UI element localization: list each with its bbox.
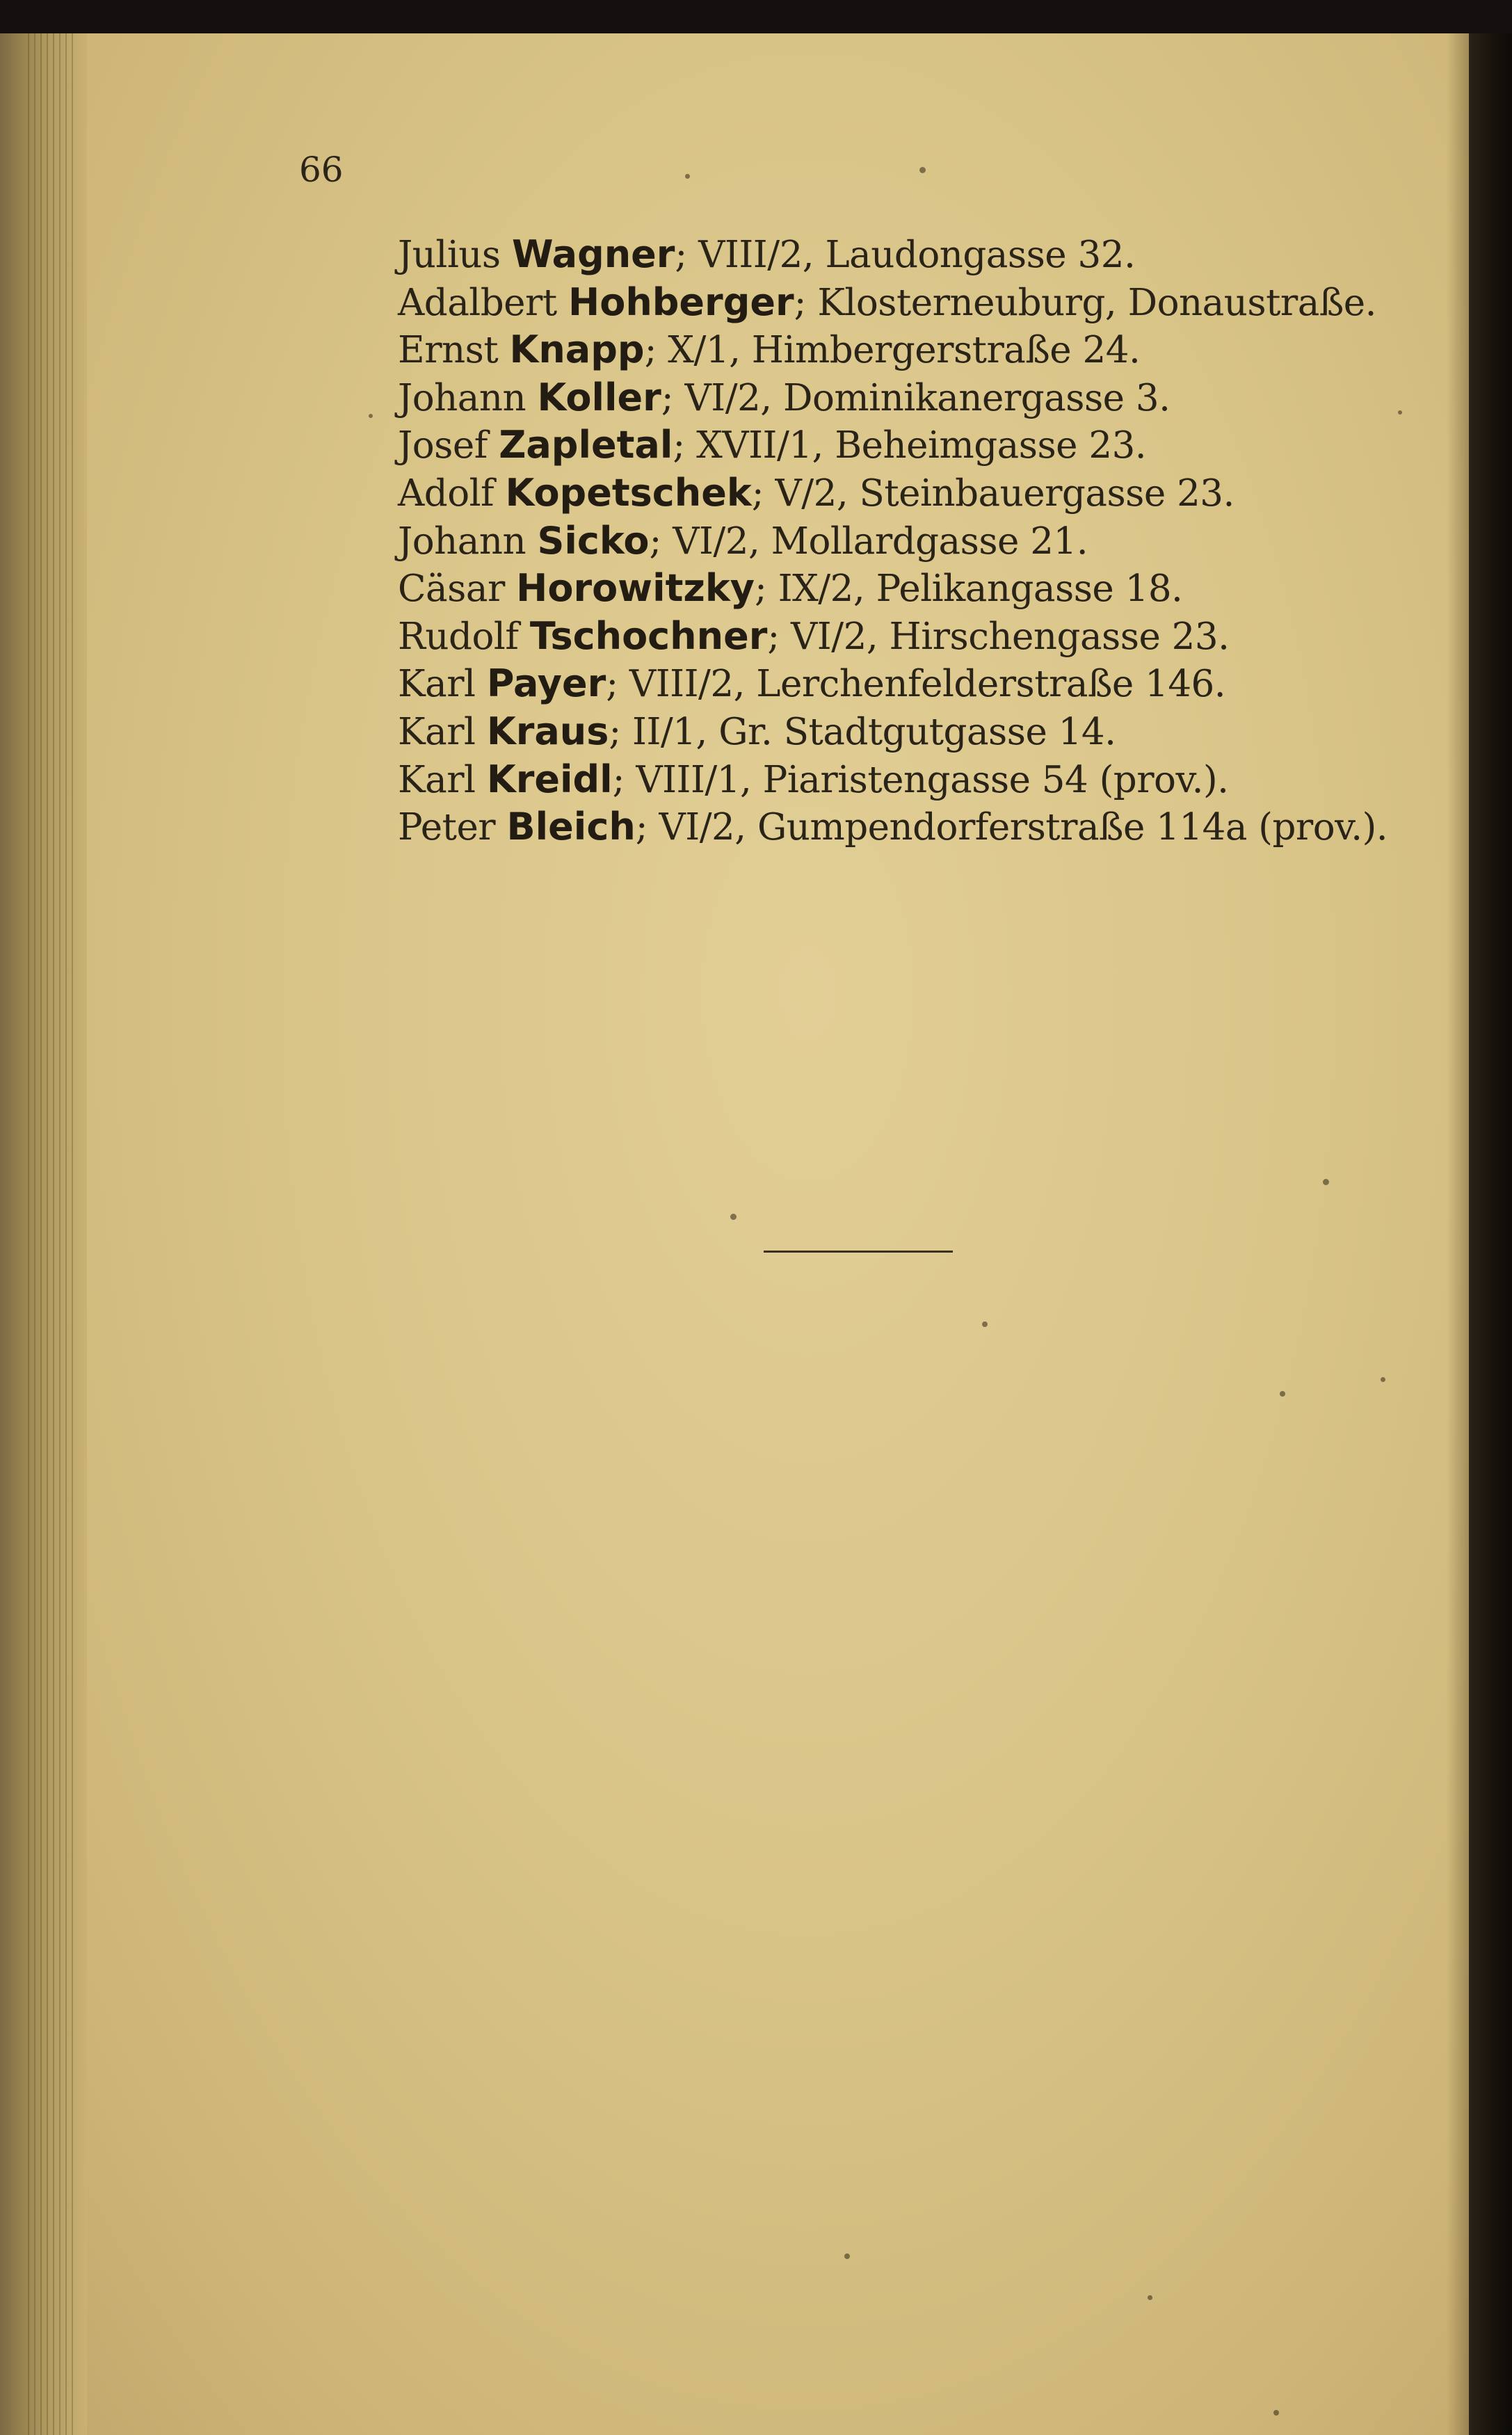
paper-speck	[685, 174, 690, 179]
address: ; VI/2, Dominikanergasse 3.	[661, 376, 1171, 419]
address: ; IX/2, Pelikangasse 18.	[754, 568, 1183, 611]
list-entry	[398, 756, 1427, 804]
address: ; XVII/1, Beheimgasse 23.	[673, 424, 1147, 467]
address: ; VIII/2, Laudongasse 32.	[675, 234, 1136, 276]
surname: Payer	[486, 661, 606, 706]
address: ; Klosterneuburg, Donaustraße.	[794, 281, 1376, 324]
list-entry	[398, 469, 1427, 517]
address: ; X/1, Himbergerstraße 24.	[644, 329, 1141, 372]
paper-speck	[919, 167, 926, 173]
surname: Zapletal	[499, 423, 673, 467]
surname: Knapp	[509, 328, 645, 372]
surname: Horowitzky	[516, 566, 755, 611]
surname: Sicko	[537, 518, 650, 563]
list-entry	[398, 708, 1427, 756]
surname: Kreidl	[486, 757, 613, 801]
list-entry	[398, 374, 1427, 422]
surname: Kopetschek	[505, 470, 752, 515]
first-name: Ernst	[398, 329, 499, 372]
first-name: Josef	[398, 424, 488, 467]
right-page-shadow	[1447, 33, 1472, 2435]
first-name: Julius	[398, 234, 501, 276]
paper-speck	[982, 1321, 988, 1327]
first-name: Adolf	[398, 472, 494, 515]
page-edge-stack	[28, 33, 77, 2435]
list-entry	[398, 326, 1427, 374]
list-entry	[398, 803, 1427, 851]
surname: Tschochner	[529, 613, 768, 658]
first-name: Peter	[398, 806, 496, 849]
address: ; VI/2, Mollardgasse 21.	[649, 520, 1088, 563]
address: ; VIII/1, Piaristengasse 54 (prov.).	[612, 758, 1229, 801]
surname: Hohberger	[568, 280, 794, 324]
paper-speck	[730, 1214, 737, 1220]
paper-speck	[1273, 2410, 1279, 2416]
end-rule	[764, 1251, 953, 1253]
address: ; V/2, Steinbauergasse 23.	[751, 472, 1234, 515]
surname: Kraus	[486, 709, 609, 753]
paper-speck	[1381, 1377, 1385, 1382]
list-entry	[398, 421, 1427, 469]
first-name: Karl	[398, 758, 476, 801]
first-name: Karl	[398, 663, 476, 706]
address: ; VI/2, Hirschengasse 23.	[767, 615, 1230, 658]
paper-speck	[1280, 1391, 1285, 1397]
paper-speck	[844, 2253, 850, 2259]
list-entry	[398, 231, 1427, 279]
first-name: Johann	[398, 520, 526, 563]
surname: Wagner	[511, 232, 675, 276]
first-name: Rudolf	[398, 615, 519, 658]
paper-speck	[1398, 410, 1402, 415]
address: ; II/1, Gr. Stadtgutgasse 14.	[609, 710, 1116, 753]
list-entry	[398, 660, 1427, 708]
first-name: Karl	[398, 710, 476, 753]
first-name: Cäsar	[398, 568, 505, 611]
member-address-list	[398, 231, 1427, 851]
list-entry	[398, 565, 1427, 613]
list-entry	[398, 279, 1427, 327]
paper-speck	[369, 414, 373, 418]
right-cover-edge	[1469, 33, 1512, 2435]
list-entry	[398, 613, 1427, 661]
first-name: Johann	[398, 376, 526, 419]
surname: Bleich	[506, 805, 636, 849]
first-name: Adalbert	[398, 281, 557, 324]
page-number: 66	[299, 150, 344, 190]
paper-speck	[1323, 1179, 1329, 1185]
address: ; VIII/2, Lerchenfelderstraße 146.	[606, 663, 1226, 706]
paper-speck	[1148, 2295, 1152, 2300]
list-entry	[398, 517, 1427, 565]
surname: Koller	[537, 375, 661, 419]
address: ; VI/2, Gumpendorferstraße 114a (prov.).	[635, 806, 1388, 849]
